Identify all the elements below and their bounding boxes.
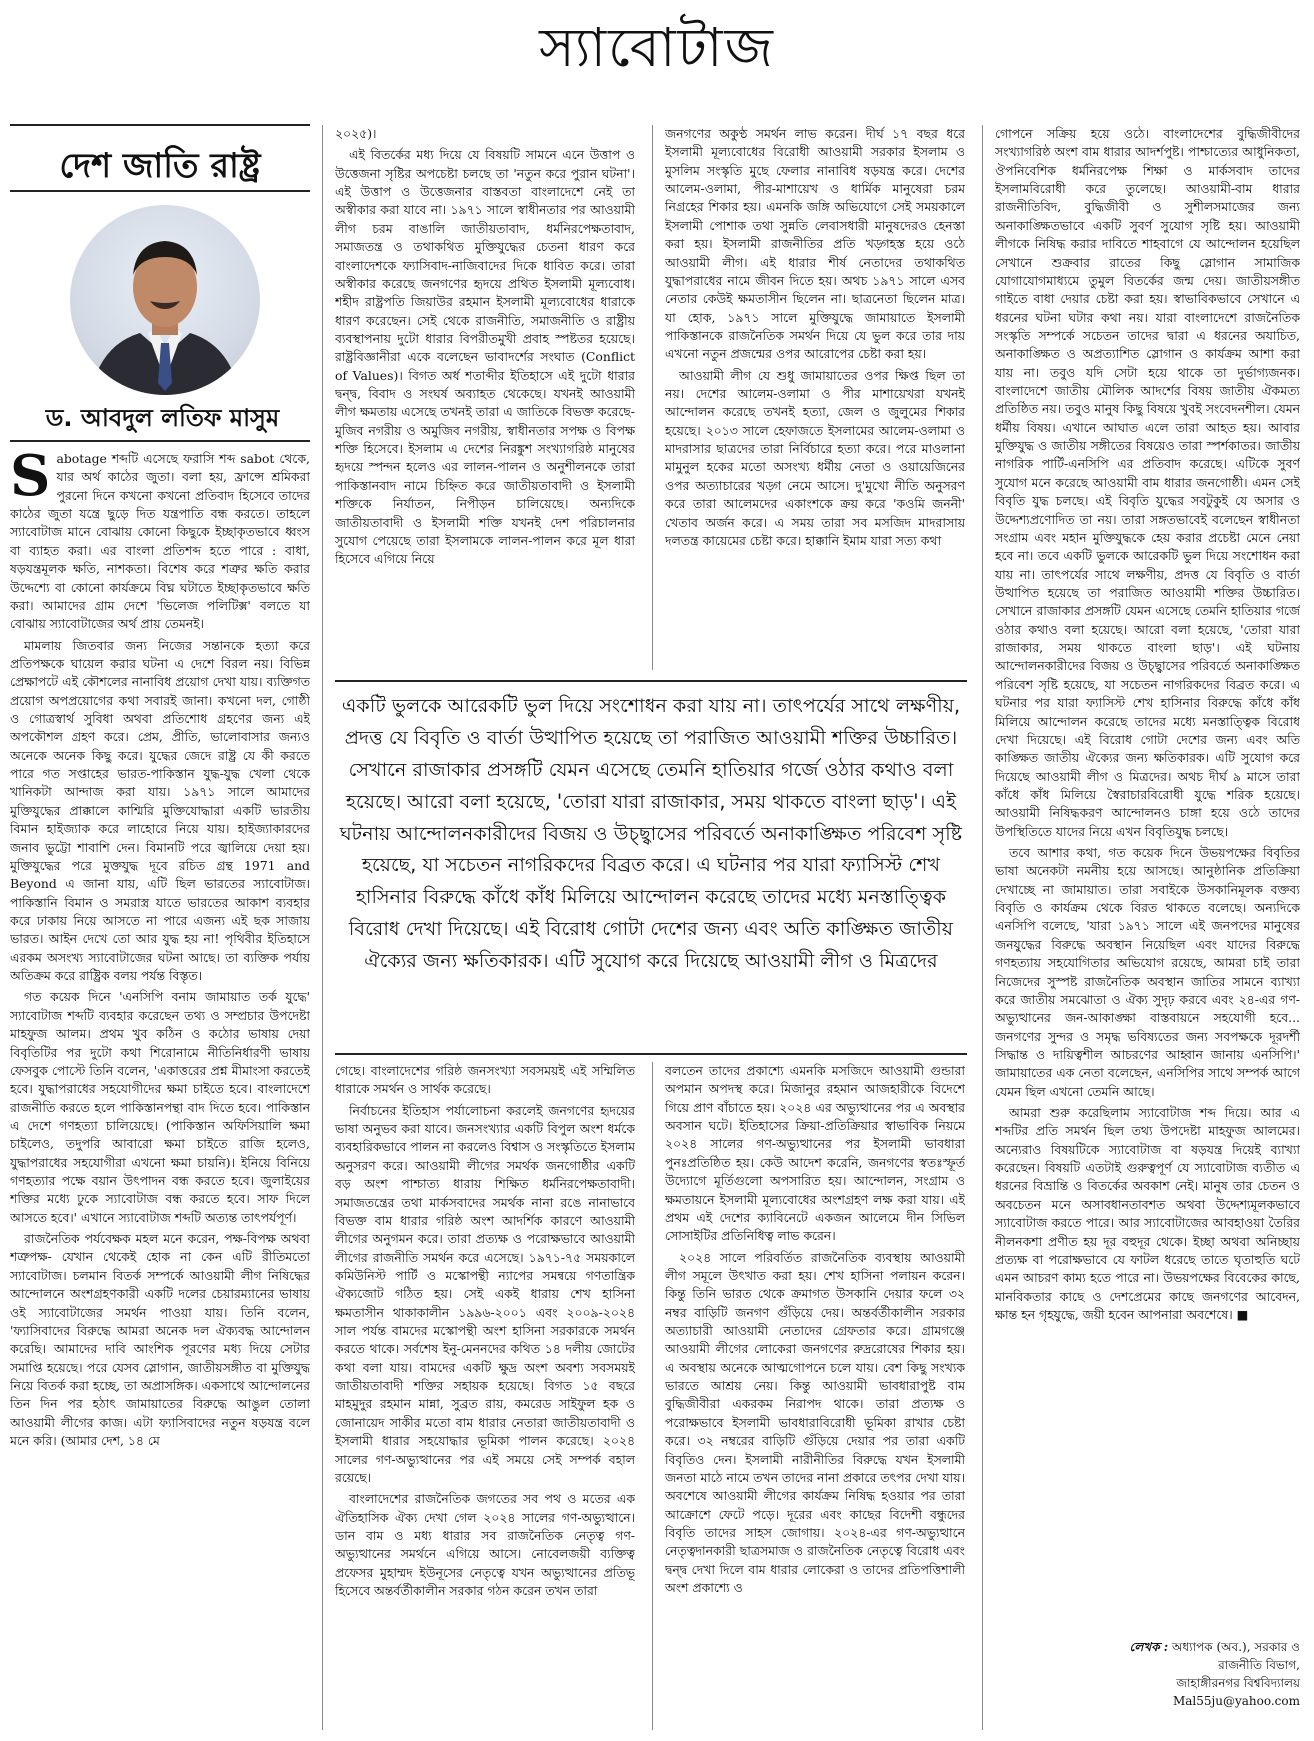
author-portrait-image: [70, 205, 260, 395]
paragraph: রাজনৈতিক পর্যবেক্ষক মহল মনে করেন, পক্ষ-বিপক্ষ অথবা শত্রুপক্ষ- যেখান থেকেই হোক না কেন এটি রীতিমতো স্যাবোটাজ। চলমান বিতর্ক সম্পর্কে আওয়ামী লীগ নিষিদ্ধের আন্দোলনে অংশগ্রহণকারী একটি দলের চেয়ারম্যানের ভাষায় ওই স্যাবোটাজের সমর্থন পাওয়া যায়। তিনি বলেন, 'ফ্যাসিবাদের বিরুদ্ধে আমরা অনেক দল ঐক্যবদ্ধ আন্দোলন করেছি। আমাদের দাবি আংশিক পূরণের মধ্য দিয়ে সেটার সমাপ্তি হয়েছে। পরে যেসব স্লোগান, জাতীয়সঙ্গীত বা মুক্তিযুদ্ধ নিয়ে বিতর্ক করা হচ্ছে, তা অপ্রাসঙ্গিক। একসাথে আন্দোলনের তিন দিন পর হঠাৎ জামায়াতের বিরুদ্ধে আঙুল তোলা আওয়ামী লীগের কাজ। এটা ফ্যাসিবাদের নতুন ষড়যন্ত্র বলে মনে করি। (আমার দেশ, ১৪ মে: [10, 1231, 310, 1449]
column-3-bottom: [665, 1062, 965, 1730]
column-2-top: [335, 125, 635, 670]
drop-cap: S: [10, 450, 51, 509]
pullquote-rule-bottom: [335, 1053, 967, 1055]
paragraph: বাংলাদেশের রাজনৈতিক জগতের সব পথ ও মতের এক ঐতিহাসিক ঐক্য দেখা গেল ২০২৪ সালের গণ-অভ্যুত্থানে। ডান বাম ও মধ্য ধারার সব রাজনৈতিক নেতৃত্ব গণ-অভ্যুত্থানের সমর্থনে এগিয়ে আসে। নোবেলজয়ী ব্যক্তিত্ব প্রফেসর মুহাম্মদ ইউনূসের নেতৃত্বে যখন অভ্যুত্থানের প্রতিভূ হিসেবে অন্তর্বর্তীকালীন সরকার গঠন করেন তখন তারা: [335, 1491, 635, 1599]
paragraph: বলতেন তাদের প্রকাশ্যে এমনকি মসজিদে আওয়ামী গুন্ডারা অপমান অপদস্থ করে। মিজানুর রহমান আজহারীকে বিদেশে গিয়ে প্রাণ বাঁচাতে হয়। ২০২৪ এর অভ্যুত্থানের পর এ অবস্থার অবসান ঘটে। ইতিহাসের ক্রিয়া-প্রতিক্রিয়ার স্বাভাবিক নিয়মে ২০২৪ সালের গণ-অভ্যুত্থানের পর ইসলামী ভাবধারা পুনঃপ্রতিষ্ঠিত হয়। কেউ আদেশ করেনি, জনগণের স্বতঃস্ফূর্ত উদ্যোগে মূর্তিগুলো অপসারিত হয়। আন্দোলন, সংগ্রাম ও ক্ষমতায়নে ইসলামী মূল্যবোধের অংশগ্রহণ লক্ষ করা যায়। এই প্রথম এই দেশের ক্যাবিনেটে একজন আলেমে দীন সিভিল সোসাইটির প্রতিনিধিত্ব লাভ করেন।: [665, 1063, 965, 1244]
credit-line-3: জাহাঙ্গীরনগর বিশ্ববিদ্যালয়: [1176, 1676, 1300, 1690]
author-email: Mal55ju@yahoo.com: [1172, 1694, 1300, 1708]
paragraph: আওয়ামী লীগ যে শুধু জামায়াতের ওপর ক্ষিপ্ত ছিল তা নয়। দেশের আলেম-ওলামা ও পীর মাশায়েখরা যখনই আন্দোলন করেছে তখনই হত্যা, জেল ও জুলুমের শিকার হয়েছে। ২০১৩ সালে হেফাজতে ইসলামের আলেম-ওলামা ও মাদরাসার ছাত্রদের তারা নির্বিচারে হত্যা করে। পরে মাওলানা মামুনুল হকের মতো অসংখ্য ধর্মীয় নেতা ও ওয়ায়েজিনের ওপর অত্যাচারের খড়্গ নেমে আসে। দু'মুখো নীতি অনুসরণ করে তারা আলেমদের একাংশকে ক্রয় করে 'কওমি জননী' খেতাব অর্জন করে। এ সময় তারা সব মসজিদ মাদরাসায় দলতন্ত্র কায়েমের চেষ্টা করে। হাক্কানি ইমাম যারা সত্য কথা: [665, 367, 965, 548]
paragraph: এই বিতর্কের মধ্য দিয়ে যে বিষয়টি সামনে এনে উত্তাপ ও উত্তেজনা সৃষ্টির অপচেষ্টা চলছে তা 'নতুন করে পুরান ঘটনা'। এই উত্তাপ ও উত্তেজনার বাস্তবতা বাংলাদেশে নেই তা অস্বীকার করা যাবে না। ১৯৭১ সালে স্বাধীনতার পর আওয়ামী লীগ চরম বাঙালি জাতীয়তাবাদ, ধর্মনিরপেক্ষতাবাদ, সমাজতন্ত্র ও তথাকথিত মুক্তিযুদ্ধের চেতনা ধারণ করে বাংলাদেশকে ফ্যাসিবাদ-নাজিবাদের দিকে ধাবিত করে। তারা অস্বীকার করেছে জনগণের হৃদয়ে প্রথিত ইসলামী মূল্যবোধ। শহীদ রাষ্ট্রপতি জিয়াউর রহমান ইসলামী মূল্যবোধের ধারাকে ধারণ করেছেন। সেই থেকে রাজনীতি, সমাজনীতি ও রাষ্ট্রীয় ব্যবস্থাপনায় দুটো ধারার বিপরীতমুখী প্রবাহ স্পষ্টতর হয়েছে। রাষ্ট্রবিজ্ঞানীরা একে বলেছেন ভাবাদর্শের সংঘাত (Conflict of Values)। বিগত অর্ধ শতাব্দীর ইতিহাসে এই দুটো ধারার দ্বন্দ্ব, বিবাদ ও সংঘর্ষ অব্যাহত থেকেছে। যখনই আওয়ামী লীগ ক্ষমতায় এসেছে তখনই তারা এ জাতিকে বিভক্ত করেছে- মুজিব নগরীয় ও অমুজিব নগরীয়, স্বাধীনতার সপক্ষ ও বিপক্ষ শক্তি হিসেবে। ইসলাম এ দেশের নিরঙ্কুশ সংখ্যাগরিষ্ঠ মানুষের হৃদয়ে স্পন্দন হলেও এর লালন-পালন ও অনুশীলনকে তারা পাকিস্তানবাদ নামে চিহ্নিত করে জাতীয়তাবাদী ও ইসলামী শক্তিকে নির্যাতন, নিপীড়ন চালিয়েছে। অন্যদিকে জাতীয়তাবাদী ও ইসলামী শক্তি যখনই দেশ পরিচালনার সুযোগ পেয়েছে তারা ইসলামকে লালন-পালন করে মূল ধারা হিসেবে এগিয়ে নিয়ে: [335, 147, 635, 567]
paragraph: নির্বাচনের ইতিহাস পর্যালোচনা করলেই জনগণের হৃদয়ের ভাষা অনুভব করা যাবে। জনসংখ্যার একটি বিপুল অংশ ধর্মকে ব্যবহারিকভাবে পালন না করলেও বিশ্বাস ও সংস্কৃতিতে ইসলাম অনুসরণ করে। আওয়ামী লীগের সমর্থক জনগোষ্ঠীর একটি বড় অংশ পাশ্চাত্য ধারায় শিক্ষিত ধর্মনিরপেক্ষতাবাদী। সমাজতন্ত্রের তথা মার্কসবাদের সমর্থক নানা রঙে নানাভাবে বিভক্ত বাম ধারার গরিষ্ঠ অংশ আদর্শিক কারণে আওয়ামী লীগের অনুগমন করে। তারা প্রত্যক্ষ ও পরোক্ষভাবে আওয়ামী লীগের রাজনীতি সমর্থন করে এসেছে। ১৯৭১-৭৫ সময়কালে কমিউনিস্ট পার্টি ও মস্কোপন্থী ন্যাপের সমন্বয়ে গণতান্ত্রিক ঐক্যজোট গঠিত হয়। সেই একই ধারায় শেখ হাসিনা ক্ষমতাসীন থাকাকালীন ১৯৯৬-২০০১ এবং ২০০৯-২০২৪ সাল পর্যন্ত বামদের মস্কোপন্থী অংশ হাসিনা সরকারকে সমর্থন করতে থাকে। সর্বশেষ ইনু-মেননদের কথিত ১৪ দলীয় জোটের কথা বলা যায়। বামদের একটি ক্ষুদ্র অংশ অবশ্য সবসময়ই জাতীয়তাবাদী শক্তির সহায়ক হয়েছে। বিগত ১৫ বছরে মাহমুদুর রহমান মান্না, সুব্রত রায়, কমরেড সাইফুল হক ও জোনায়েদ সাকীর মতো বাম ধারার নেতারা জাতীয়তাবাদী ও ইসলামী ধারার সহযোদ্ধার ভূমিকা পালন করেছে। ২০২৪ সালের গণ-অভ্যুত্থানের পর এই সময়ে সেই সম্পর্ক বহাল রয়েছে।: [335, 1102, 635, 1485]
column-2-bottom: [335, 1062, 635, 1730]
paragraph: তবে আশার কথা, গত কয়েক দিনে উভয়পক্ষের বিবৃতির ভাষা অনেকটা নমনীয় হয়ে আসছে। আনুষ্ঠানিক প্রতিক্রিয়া দেখাচ্ছে না জামায়াত। তারা সবাইকে উসকানিমূলক বক্তব্য বিবৃতি ও কার্যক্রম থেকে বিরত থাকতে বলেছে। অন্যদিকে এনসিপি বলেছে, 'যারা ১৯৭১ সালে এই জনপদের মানুষের জনযুদ্ধের বিরুদ্ধে অবস্থান নিয়েছিল এবং যাদের বিরুদ্ধে গণহত্যায় সহযোগিতার অভিযোগ রয়েছে, আমরা চাই তারা নিজেদের সুস্পষ্ট রাজনৈতিক অবস্থান জাতির সামনে ব্যাখ্যা করে জাতীয় সমঝোতা ও ঐক্য সুদৃঢ় করবে এবং ২৪-এর গণ-অভ্যুত্থানের জন-আকাঙ্ক্ষা বাস্তবায়নে সহযোগী হবে... জনগণের সুন্দর ও সমৃদ্ধ ভবিষ্যতের জন্য সবপক্ষকে দূরদর্শী সিদ্ধান্ত ও দায়িত্বশীল আচরণের আহ্বান জানায় এনসিপি।' জামায়াতের এক নেতা বলেছেন, এনসিপির সাথে সম্পর্ক আগে যেমন ছিল এখনো তেমনি আছে।: [995, 845, 1300, 1099]
paragraph: গত কয়েক দিনে 'এনসিপি বনাম জামায়াত তর্ক যুদ্ধে' স্যাবোটাজ শব্দটি ব্যবহার করেছেন তথ্য ও সম্প্রচার উপদেষ্টা মাহফুজ আলম। প্রথম খুব কঠিন ও কঠোর ভাষায় দেয়া বিবৃতিটির পর দুটো কথা শিরোনামে নীতিনির্ধারণী ভাষায় ফেসবুক পোস্টে তিনি বলেন, 'একাত্তরের প্রশ্ন মীমাংসা করতেই হবে। যুদ্ধাপরাধের সহযোগীদের ক্ষমা চাইতে হবে। বাংলাদেশে রাজনীতি করতে হলে পাকিস্তানপন্থা বাদ দিতে হবে। পাকিস্তান এ দেশে গণহত্যা চালিয়েছে। (পাকিস্তান অফিসিয়ালি ক্ষমা চাইলেও, তদুপরি আবারো ক্ষমা চাইতে রাজি হলেও, যুদ্ধাপরাধের সহযোগীরা এখনো ক্ষমা চায়নি)। ইনিয়ে বিনিয়ে গণহত্যার পক্ষে বয়ান উৎপাদন বন্ধ করতে হবে। জুলাইয়ের শক্তির মধ্যে ঢুকে স্যাবোটাজ বন্ধ করতে হবে। সাফ দিলে আসতে হবে।' এখানে স্যাবোটাজ শব্দটি অত্যন্ত তাৎপর্যপূর্ণ।: [10, 989, 310, 1225]
paragraph: মামলায় জিতবার জন্য নিজের সন্তানকে হত্যা করে প্রতিপক্ষকে ঘায়েল করার ঘটনা এ দেশে বিরল নয়। বিভিন্ন প্রেক্ষাপটে এই কৌশলের নানাবিধ প্রয়োগ দেখা যায়। ব্যক্তিগত প্রয়োগ অপপ্রয়োগের কথা সবারই জানা। কখনো দল, গোষ্ঠী ও গোত্রস্বার্থ সুবিধা অথবা প্রতিশোধ গ্রহণের জন্য এই অপকৌশল গ্রহণ করে। প্রেম, প্রীতি, ভালোবাসার জন্যও অনেকে অনেক কিছু করে। যুদ্ধের জেদে রাষ্ট্র যে কী করতে পারে গত সপ্তাহের ভারত-পাকিস্তান যুদ্ধ-যুদ্ধ খেলা থেকে খানিকটা আন্দাজ করা যায়। ১৯৭১ সালে আমাদের মুক্তিযুদ্ধের প্রাক্কালে কাশ্মিরি মুক্তিযোদ্ধারা একটি ভারতীয় বিমান হাইজ্যাক করে লাহোরে নিয়ে যায়। হাইজ্যাকারদের জনাব ভুট্টো শাবাশি দেন। বিমানটি পরে জ্বালিয়ে দেয়া হয়। মুক্তিযুদ্ধের পরে মুক্তযুদ্ধ দূবে রচিত গ্রন্থ 1971 and Beyond এ জানা যায়, এটি ছিল ভারতের স্যাবোটাজ। পাকিস্তানি বিমান ও সমরাস্ত্র যাতে ভারতের আকাশ ব্যবহার করে ঢাকায় নিয়ে আসতে না পারে এজন্য এই ছক সাজায় ভারত। আইন দেখে তো আর যুদ্ধ হয় না! পৃথিবীর ইতিহাসে এরকম অসংখ্য স্যাবোটাজের ঘটনা আছে। তা ব্যক্তিক পর্যায় অতিক্রম করে রাষ্ট্রিক বলয় পর্যন্ত বিস্তৃত।: [10, 637, 310, 984]
author-photo: [70, 205, 260, 395]
credit-line-1: অধ্যাপক (অব.), সরকার ও: [1172, 1640, 1300, 1654]
column-rubric: দেশ জাতি রাষ্ট্র: [59, 146, 261, 186]
paragraph: ২০২৫)।: [335, 126, 377, 141]
paragraph: জনগণের অকুণ্ঠ সমর্থন লাভ করেন। দীর্ঘ ১৭ বছর ধরে ইসলামী মূল্যবোধের বিরোধী আওয়ামী সরকার ইসলাম ও মুসলিম সংস্কৃতি মুছে ফেলার নানাবিধ ষড়যন্ত্র করে। দেশের আলেম-ওলামা, পীর-মাশায়েখ ও ধার্মিক মানুষেরা চরম নিগ্রহের শিকার হয়। এমনকি জঙ্গি অভিযোগে সেই সময়কালে ইসলামী পোশাক তথা সুন্নতি লেবাসধারী মানুষদেরও হেনস্তা করা হয়। ইসলামী রাজনীতির প্রতি খড়্গহস্ত হয়ে ওঠে আওয়ামী লীগ। এই ধারার শীর্ষ নেতাদের তথাকথিত যুদ্ধাপরাধের নামে জীবন দিতে হয়। অথচ ১৯৭১ সালে এসব নেতার কেউই ক্ষমতাসীন ছিলেন না। ছাত্রনেতা ছিলেন মাত্র। যা হোক, ১৯৭১ সালে মুক্তিযুদ্ধে জামায়াতে ইসলামী পাকিস্তানকে রাজনৈতিক সমর্থন দিয়ে যে ভুল করে তার দায় এখনো নতুন প্রজন্মের ওপর আরোপের চেষ্টা করা হয়।: [665, 126, 965, 362]
lead-text: abotage শব্দটি এসেছে ফরাসি শব্দ sabot থেকে, যার অর্থ কাঠের জুতা। বলা হয়, ফ্রান্সে শ্রমিকরা পুরনো দিনে কখনো কখনো প্রতিবাদ হিসেবে তাদের কাঠের জুতা যন্ত্রে ছুড়ে দিত যন্ত্রপাতি বন্ধ করতে। তাহলে স্যাবোটাজ মানে বোঝায় কোনো কিছুকে ইচ্ছাকৃতভাবে ধ্বংস বা ব্যাহত করা। এর বাংলা প্রতিশব্দ হতে পারে : বাধা, ষড়যন্ত্রমূলক ক্ষতি, নাশকতা। বিশেষ করে শত্রুর ক্ষতি করার উদ্দেশ্যে বা কোনো কার্যক্রমে বিঘ্ন ঘটাতে ইচ্ছাকৃতভাবে ক্ষতি করা। আমাদের গ্রাম দেশে 'ভিলেজ পলিটিক্স' বলতে যা বোঝায় স্যাবোটাজের অর্থ প্রায় তেমনই।: [10, 451, 310, 632]
column-divider: [652, 1062, 653, 1730]
paragraph: গোপনে সক্রিয় হয়ে ওঠে। বাংলাদেশের বুদ্ধিজীবীদের সংখ্যাগরিষ্ঠ অংশ বাম ধারার আদর্শপুষ্ট। পাশ্চাত্যের আধুনিকতা, ঔপনিবেশিক ধর্মনিরপেক্ষ শিক্ষা ও মার্কসবাদ তাদের ইসলামবিরোধী করে তুলেছে। আওয়ামী-বাম ধারার রাজনীতিবিদ, বুদ্ধিজীবী ও সুশীলসমাজের জন্য অনাকাঙ্ক্ষিতভাবে একটি সুবর্ণ সুযোগ সৃষ্টি হয়। আওয়ামী লীগকে নিষিদ্ধ করার দাবিতে শাহবাগে যে আন্দোলন হয়েছিল সেখানে শুক্রবার রাতের কিছু স্লোগান সামাজিক যোগাযোগমাধ্যমে তুমুল বিতর্কের জন্ম দেয়। জাতীয়সঙ্গীত গাইতে বাধা দেয়ার চেষ্টা করা হয়। স্বাভাবিকভাবে সেখানে এ ধরনের ঘটনা ঘটার কথা নয়। যারা বাংলাদেশে রাজনৈতিক সংস্কৃতি সম্পর্কে সচেতন তাদের দ্বারা এ ধরনের অযাচিত, অনাকাঙ্ক্ষিত ও অপ্রত্যাশিত স্লোগান ও কার্যক্রম আশা করা যায় না। তবুও যদি সেটা হয়ে থাকে তা দুর্ভাগ্যজনক। বাংলাদেশে জাতীয় মৌলিক আদর্শের বিষয় জাতীয় ঐকমত্য প্রতিষ্ঠিত নয়। তবুও মানুষ কিছু বিষয়ে খুবই সংবেদনশীল। যেমন ধর্মীয় বিষয়। এখানে আঘাত এলে তারা আহত হয়। আবার মুক্তিযুদ্ধ ও জাতীয় সঙ্গীতের বিষয়েও তারা স্পর্শকাতর। জাতীয় নাগরিক পার্টি-এনসিপি এর প্রতিবাদ করেছে। এটিকে সুবর্ণ সুযোগ মনে করেছে আওয়ামী বাম ধারার জনগোষ্ঠী। এমন সেই বিবৃতি যুদ্ধ চলছে। এই বিবৃতি যুদ্ধের সবটুকুই যে অসার ও উদ্দেশ্যপ্রণোদিত তা নয়। তারা সঙ্গতভাবেই বলেছেন স্বাধীনতা সংগ্রাম এবং মহান মুক্তিযুদ্ধকে হেয় করার প্রচেষ্টা মেনে নেয়া হবে না। তবে একটি ভুলকে আরেকটি ভুল দিয়ে সংশোধন করা যায় না। তাৎপর্যের সাথে লক্ষণীয়, প্রদত্ত যে বিবৃতি ও বার্তা উত্থাপিত হয়েছে তা পরাজিত আওয়ামী শক্তির উচ্চারিত। সেখানে রাজাকার প্রসঙ্গটি যেমন এসেছে তেমনি হাতিয়ার গর্জে ওঠার কথাও বলা হয়েছে। আরো বলা হয়েছে, 'তোরা যারা রাজাকার, সময় থাকতে বাংলা ছাড়'। এই ঘটনায় আন্দোলনকারীদের বিজয় ও উচ্ছ্বাসের পরিবর্তে অনাকাঙ্ক্ষিত পরিবেশ সৃষ্টি হয়েছে, যা সচেতন নাগরিকদের বিব্রত করে। এ ঘটনার পর যারা ফ্যাসিস্ট শেখ হাসিনার বিরুদ্ধে কাঁধে কাঁধ মিলিয়ে আন্দোলন করেছে তাদের মধ্যে মনস্তাত্ত্বিক বিরোধ দেখা দিয়েছে। এই বিরোধ গোটা দেশের জন্য এবং অতি কাঙ্ক্ষিত জাতীয় ঐক্যের জন্য ক্ষতিকারক। এটি সুযোগ করে দিয়েছে আওয়ামী লীগ ও মিত্রদের। অথচ দীর্ঘ ৯ মাসে তারা কাঁধে কাঁধ মিলিয়ে স্বৈরাচারবিরোধী যুদ্ধে শরিক হয়েছে। আওয়ামী নিষিদ্ধকরণ আন্দোলনও চাঙ্গা হয়ে ওঠে তাদের উপস্থিতিতে যাদের নিয়ে এখন বিবৃতিযুদ্ধ চলছে।: [995, 126, 1300, 839]
paragraph: আমরা শুরু করেছিলাম স্যাবোটাজ শব্দ দিয়ে। আর এ শব্দটির প্রতি সমর্থন ছিল তথ্য উপদেষ্টা মাহফুজ আলমের। অন্যেরাও বিষয়টিকে স্যাবোটাজ বা ষড়যন্ত্র দিয়েই ব্যাখ্যা করেছেন। বিষয়টি এতটাই গুরুত্বপূর্ণ যে স্যাবোটাজ ব্যতীত এ ধরনের বিভ্রান্তি ও বিতর্কের অবকাশ নেই। মানুষ তার চেতন ও অবচেতন মনে অসাবধানতাবশত অথবা উদ্দেশ্যমূলকভাবে স্যাবোটাজ করতে পারে। আর স্যাবোটাজের আবহাওয়া তৈরির নীলনকশা প্রণীত হয় দূর বহুদূর থেকে। ইচ্ছা অথবা অনিচ্ছায় প্রত্যক্ষ বা পরোক্ষভাবে যে ফাটল ধরেছে তাতে ঘৃতাহুতি ঘটে এমন আচরণ কাম্য হতে পারে না। উভয়পক্ষের বিবেকের কাছে, মানবিকতার কাছে ও দেশপ্রেমের কাছে জনগণের আবেদন, ক্ষান্ত হন গৃহযুদ্ধে, জয়ী হবেন আপনারা অবশেষে। ■: [995, 1105, 1300, 1322]
column-1: [10, 450, 310, 1730]
pull-quote: একটি ভুলকে আরেকটি ভুল দিয়ে সংশোধন করা যায় না। তাৎপর্যের সাথে লক্ষণীয়, প্রদত্ত যে বিবৃতি ও বার্তা উত্থাপিত হয়েছে তা পরাজিত আওয়ামী শক্তির উচ্চারিত। সেখানে রাজাকার প্রসঙ্গটি যেমন এসেছে তেমনি হাতিয়ার গর্জে ওঠার কথাও বলা হয়েছে। আরো বলা হয়েছে, 'তোরা যারা রাজাকার, সময় থাকতে বাংলা ছাড়'। এই ঘটনায় আন্দোলনকারীদের বিজয় ও উচ্ছ্বাসের পরিবর্তে অনাকাঙ্ক্ষিত পরিবেশ সৃষ্টি হয়েছে, যা সচেতন নাগরিকদের বিব্রত করে। এ ঘটনার পর যারা ফ্যাসিস্ট শেখ হাসিনার বিরুদ্ধে কাঁধে কাঁধ মিলিয়ে আন্দোলন করেছে তাদের মধ্যে মনস্তাত্ত্বিক বিরোধ দেখা দিয়েছে। এই বিরোধ গোটা দেশের জন্য এবং অতি কাঙ্ক্ষিত জাতীয় ঐক্যের জন্য ক্ষতিকারক। এটি সুযোগ করে দিয়েছে আওয়ামী লীগ ও মিত্রদের: [339, 694, 963, 972]
author-rule: [10, 440, 310, 442]
author-credit: [1000, 1638, 1300, 1710]
column-3-top: [665, 125, 965, 670]
pullquote-rule-top: [335, 680, 967, 682]
column-4: [995, 125, 1300, 1630]
lead-paragraph: [10, 450, 310, 634]
credit-label: লেখক :: [1129, 1640, 1169, 1654]
column-divider: [322, 125, 323, 1730]
rubric-rule-bottom: [10, 190, 310, 192]
rubric-rule-top: [10, 124, 310, 126]
column-divider: [982, 125, 983, 1730]
article-headline: স্যাবোটাজ: [539, 16, 775, 79]
credit-line-2: রাজনীতি বিভাগ,: [1218, 1658, 1300, 1672]
author-name: ড. আবদুল লতিফ মাসুম: [45, 404, 280, 432]
paragraph: গেছে। বাংলাদেশের গরিষ্ঠ জনসংখ্যা সবসময়ই এই সম্মিলিত ধারাকে সমর্থন ও সার্থক করেছে।: [335, 1063, 635, 1097]
paragraph: ২০২৪ সালে পরিবর্তিত রাজনৈতিক ব্যবস্থায় আওয়ামী লীগ সমূলে উৎখাত করা হয়। শেখ হাসিনা পলায়ন করেন। কিন্তু তিনি ভারত থেকে ক্রমাগত উসকানি দেয়ার ফলে ৩২ নম্বর বাড়িটি জনগণ গুঁড়িয়ে দেয়। অন্তর্বর্তীকালীন সরকার অত্যাচারী আওয়ামী নেতাদের গ্রেফতার করে। গ্রামগঞ্জে আওয়ামী লীগের লোকেরা জনগণের রুদ্ররোষের শিকার হয়। এ অবস্থায় অনেকে আত্মগোপনে চলে যায়। বেশ কিছু সংখ্যক ভারতে আশ্রয় নেয়। কিন্তু আওয়ামী ভাবধারাপুষ্ট বাম বুদ্ধিজীবীরা একরকম নিরাপদ থাকে। তারা প্রত্যক্ষ ও পরোক্ষভাবে ইসলামী ভাবধারাবিরোধী ভূমিকা রাখার চেষ্টা করে। ৩২ নম্বরের বাড়িটি গুঁড়িয়ে দেয়ার পর তারা একটি বিবৃতিও দেন। ইসলামী নারীনীতির বিরুদ্ধে যখন ইসলামী জনতা মাঠে নামে তখন তাদের নানা প্রকারে তৎপর দেখা যায়। অবশেষে আওয়ামী লীগের কার্যক্রম নিষিদ্ধ হওয়ার পর তারা আক্রোশে ফেটে পড়ে। দূরের এবং কাছের বিদেশী বন্ধুদের বিবৃতি তাদের সাহস জোগায়। ২০২৪-এর গণ-অভ্যুত্থানে নেতৃত্বদানকারী ছাত্রসমাজ ও রাজনৈতিক নেতৃত্বে বিরোধ এবং দ্বন্দ্ব দেখা দিলে বাম ধারার লোকেরা ও তাদের প্রতিপত্তিশালী অংশ প্রকাশ্যে ও: [665, 1249, 965, 1596]
column-divider: [652, 125, 653, 670]
